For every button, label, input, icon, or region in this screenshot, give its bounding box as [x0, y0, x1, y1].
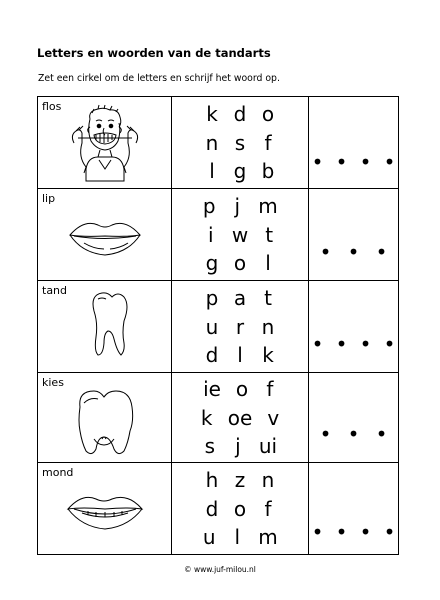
- worksheet-table: [37, 96, 399, 555]
- letter[interactable]: g: [205, 251, 219, 276]
- letter-row: [205, 131, 275, 155]
- table-row: [38, 463, 399, 555]
- picture-cell: [38, 463, 172, 555]
- copyright-footer: © www.juf-milou.nl: [184, 565, 256, 574]
- letter[interactable]: o: [233, 251, 247, 276]
- picture-cell: [38, 189, 172, 281]
- letter-row: [203, 434, 277, 458]
- letter[interactable]: k: [262, 343, 274, 368]
- letter[interactable]: r: [235, 314, 245, 339]
- letter-row: [200, 406, 281, 430]
- letter-row: [205, 159, 275, 183]
- letter[interactable]: p: [205, 285, 219, 310]
- letter[interactable]: b: [261, 159, 275, 184]
- answer-cell[interactable]: [309, 189, 399, 281]
- word-label: mond: [42, 466, 74, 479]
- letter[interactable]: l: [265, 251, 271, 276]
- letter[interactable]: z: [234, 467, 246, 492]
- letter[interactable]: f: [264, 496, 272, 521]
- letters-cell: [172, 97, 309, 189]
- letter[interactable]: s: [234, 130, 246, 155]
- letters-cell: [172, 281, 309, 373]
- letter[interactable]: n: [261, 314, 275, 339]
- letter[interactable]: w: [231, 222, 249, 247]
- letter-row: [205, 102, 275, 126]
- table-row: [38, 97, 399, 189]
- letter[interactable]: v: [267, 405, 280, 430]
- letters-cell: [172, 373, 309, 463]
- answer-cell[interactable]: [309, 373, 399, 463]
- letter[interactable]: h: [205, 467, 219, 492]
- letter[interactable]: a: [233, 285, 247, 310]
- table-row: [38, 373, 399, 463]
- word-label: kies: [42, 376, 64, 389]
- word-label: lip: [42, 192, 56, 205]
- table-row: [38, 281, 399, 373]
- answer-dots: • • • •: [311, 150, 396, 174]
- answer-dots: • • •: [319, 240, 388, 264]
- letter[interactable]: t: [265, 222, 274, 247]
- table-row: [38, 189, 399, 281]
- letter[interactable]: d: [205, 343, 219, 368]
- letter[interactable]: u: [202, 525, 216, 550]
- worksheet-instruction: Zet een cirkel om de letters en schrijf het woord op.: [38, 73, 280, 84]
- letter-row: [202, 194, 277, 218]
- word-label: tand: [42, 284, 68, 297]
- letters-cell: [172, 189, 309, 281]
- letter-row: [205, 468, 275, 492]
- letter[interactable]: o: [261, 101, 275, 126]
- letter[interactable]: g: [233, 159, 247, 184]
- answer-dots: • • • •: [311, 332, 396, 356]
- letter-row: [205, 343, 275, 367]
- answer-cell[interactable]: [309, 463, 399, 555]
- letters-cell: [172, 463, 309, 555]
- letter[interactable]: i: [208, 222, 214, 247]
- letter[interactable]: k: [200, 405, 213, 430]
- letter[interactable]: l: [209, 159, 215, 184]
- answer-cell[interactable]: [309, 281, 399, 373]
- letter-row: [205, 251, 275, 275]
- picture-cell: [38, 97, 172, 189]
- letter[interactable]: l: [237, 343, 243, 368]
- worksheet-title: Letters en woorden van de tandarts: [37, 46, 271, 60]
- letter-row: [205, 286, 275, 310]
- letter[interactable]: ie: [203, 377, 221, 402]
- letter-row: [202, 525, 277, 549]
- lips-icon: [38, 189, 172, 281]
- letter-row: [203, 377, 277, 401]
- letter[interactable]: m: [258, 193, 278, 218]
- letter[interactable]: o: [233, 496, 247, 521]
- letter[interactable]: f: [264, 130, 272, 155]
- answer-dots: • • • •: [311, 520, 396, 544]
- letter[interactable]: m: [258, 525, 278, 550]
- letter[interactable]: l: [234, 525, 241, 550]
- picture-cell: [38, 281, 172, 373]
- letter-row: [205, 497, 275, 521]
- letter[interactable]: d: [205, 496, 219, 521]
- letter[interactable]: oe: [227, 405, 253, 430]
- letter[interactable]: t: [264, 285, 272, 310]
- word-label: flos: [42, 100, 62, 113]
- letter[interactable]: n: [261, 467, 275, 492]
- picture-cell: [38, 373, 172, 463]
- answer-cell[interactable]: [309, 97, 399, 189]
- letter[interactable]: o: [235, 377, 249, 402]
- letter[interactable]: f: [266, 377, 274, 402]
- letter[interactable]: k: [206, 101, 218, 126]
- letter[interactable]: j: [234, 193, 241, 218]
- answer-dots: • • •: [319, 422, 388, 446]
- letter[interactable]: n: [205, 130, 219, 155]
- letter[interactable]: s: [204, 433, 216, 458]
- letter[interactable]: ui: [258, 433, 278, 458]
- letter[interactable]: d: [233, 101, 247, 126]
- letter[interactable]: j: [235, 433, 241, 458]
- letter[interactable]: u: [205, 314, 219, 339]
- letter[interactable]: p: [202, 193, 216, 218]
- letter-row: [205, 315, 275, 339]
- letter-row: [204, 223, 276, 247]
